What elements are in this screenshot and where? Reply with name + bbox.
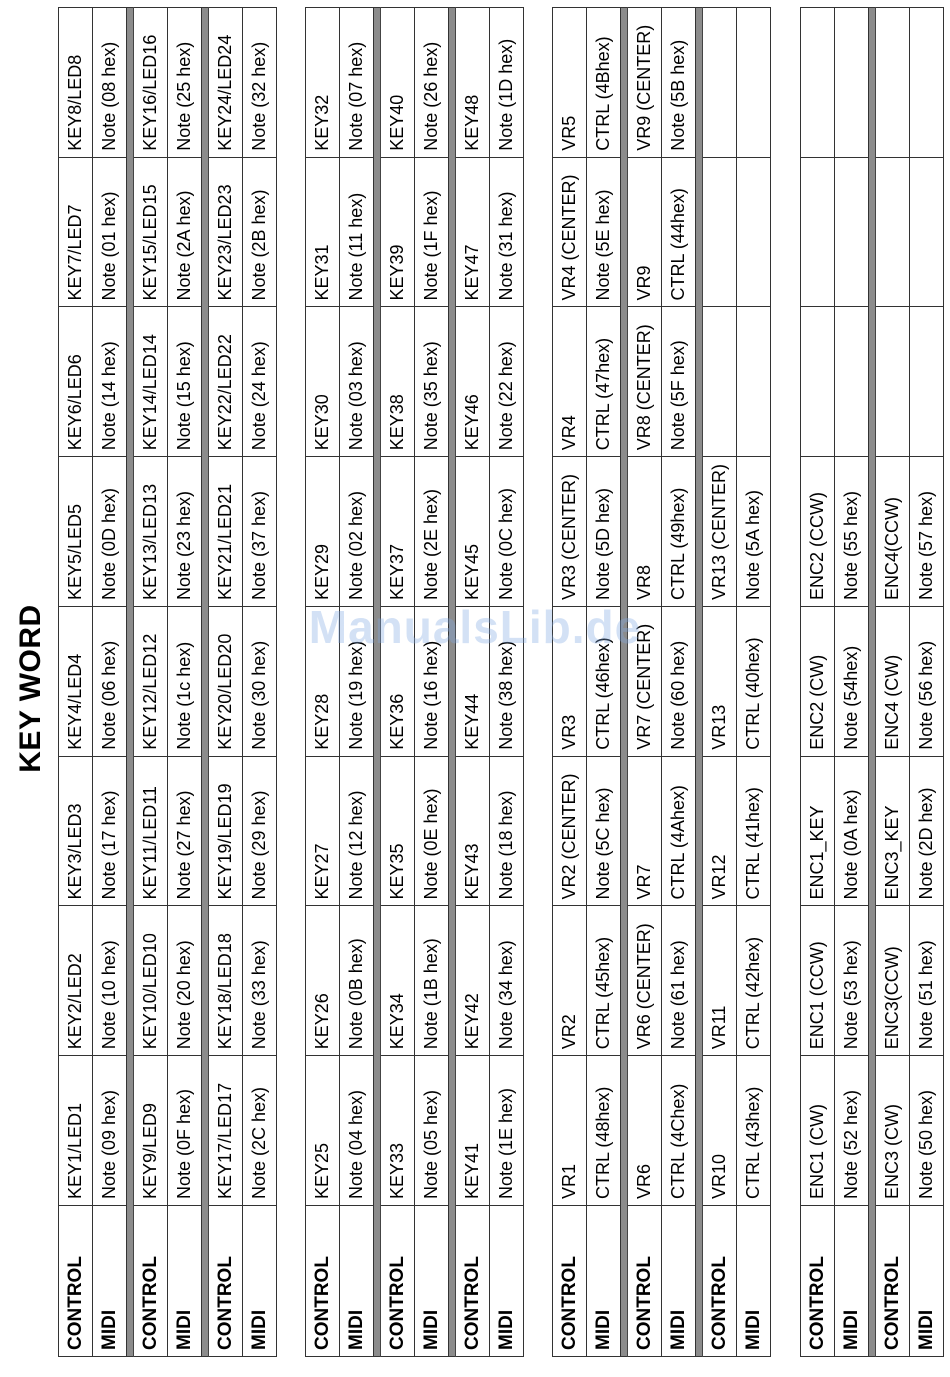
control-cell: KEY2/LED2 <box>59 906 93 1056</box>
control-cell: VR2 (CENTER) <box>553 756 587 906</box>
control-cell: KEY21/LED21 <box>209 457 243 607</box>
row-separator <box>449 8 456 1357</box>
midi-cell: Note (11 hex) <box>340 157 374 307</box>
control-cell: VR5 <box>553 8 587 158</box>
control-cell: KEY19/LED19 <box>209 756 243 906</box>
control-cell <box>703 8 737 158</box>
control-cell: KEY18/LED18 <box>209 906 243 1056</box>
midi-cell: CTRL (4Chex) <box>662 1056 696 1206</box>
midi-cell: Note (1D hex) <box>490 8 524 158</box>
midi-label: MIDI <box>168 1206 202 1357</box>
control-row <box>703 8 737 1357</box>
control-cell: KEY48 <box>456 8 490 158</box>
key-table-2 <box>305 7 524 1357</box>
midi-label: MIDI <box>662 1206 696 1357</box>
midi-cell: Note (2C hex) <box>243 1056 277 1206</box>
midi-row <box>490 8 524 1357</box>
control-cell: KEY35 <box>381 756 415 906</box>
control-cell: VR6 (CENTER) <box>628 906 662 1056</box>
midi-cell <box>835 307 869 457</box>
midi-cell: Note (25 hex) <box>168 8 202 158</box>
midi-row <box>910 8 944 1357</box>
midi-cell: Note (07 hex) <box>340 8 374 158</box>
control-cell: KEY9/LED9 <box>134 1056 168 1206</box>
midi-cell: Note (1B hex) <box>415 906 449 1056</box>
control-cell: VR4 (CENTER) <box>553 157 587 307</box>
control-row <box>306 8 340 1357</box>
separator-cell <box>127 8 134 1357</box>
control-row <box>134 8 168 1357</box>
control-cell: VR13 <box>703 607 737 757</box>
midi-cell: CTRL (43hex) <box>737 1056 771 1206</box>
midi-cell: CTRL (40hex) <box>737 607 771 757</box>
control-cell: KEY25 <box>306 1056 340 1206</box>
control-cell: VR8 (CENTER) <box>628 307 662 457</box>
midi-cell: Note (12 hex) <box>340 756 374 906</box>
control-cell: VR13 (CENTER) <box>703 457 737 607</box>
control-cell: KEY29 <box>306 457 340 607</box>
control-cell: KEY12/LED12 <box>134 607 168 757</box>
midi-cell: Note (08 hex) <box>93 8 127 158</box>
midi-cell: Note (0A hex) <box>835 756 869 906</box>
midi-cell: Note (61 hex) <box>662 906 696 1056</box>
midi-cell: Note (5E hex) <box>587 157 621 307</box>
midi-label: MIDI <box>490 1206 524 1357</box>
midi-cell: Note (15 hex) <box>168 307 202 457</box>
control-cell <box>876 157 910 307</box>
control-cell: VR6 <box>628 1056 662 1206</box>
midi-cell: Note (0D hex) <box>93 457 127 607</box>
midi-cell: Note (1E hex) <box>490 1056 524 1206</box>
midi-cell: Note (5F hex) <box>662 307 696 457</box>
midi-cell: Note (50 hex) <box>910 1056 944 1206</box>
midi-cell: Note (60 hex) <box>662 607 696 757</box>
midi-cell: CTRL (41hex) <box>737 756 771 906</box>
midi-label: MIDI <box>910 1206 944 1357</box>
control-label: CONTROL <box>59 1206 93 1357</box>
control-cell: KEY14/LED14 <box>134 307 168 457</box>
control-cell: KEY47 <box>456 157 490 307</box>
control-cell: KEY33 <box>381 1056 415 1206</box>
row-separator <box>127 8 134 1357</box>
midi-cell: Note (16 hex) <box>415 607 449 757</box>
control-cell: VR9 <box>628 157 662 307</box>
midi-cell: Note (30 hex) <box>243 607 277 757</box>
control-cell: KEY42 <box>456 906 490 1056</box>
control-cell: KEY31 <box>306 157 340 307</box>
control-cell: KEY26 <box>306 906 340 1056</box>
control-cell: KEY22/LED22 <box>209 307 243 457</box>
control-cell: KEY43 <box>456 756 490 906</box>
control-label: CONTROL <box>628 1206 662 1357</box>
control-cell: KEY40 <box>381 8 415 158</box>
control-cell: KEY38 <box>381 307 415 457</box>
midi-cell: Note (22 hex) <box>490 307 524 457</box>
control-label: CONTROL <box>553 1206 587 1357</box>
control-label: CONTROL <box>703 1206 737 1357</box>
midi-row <box>737 8 771 1357</box>
midi-cell: Note (2D hex) <box>910 756 944 906</box>
control-cell: VR12 <box>703 756 737 906</box>
midi-cell: Note (38 hex) <box>490 607 524 757</box>
midi-cell: Note (31 hex) <box>490 157 524 307</box>
midi-cell: Note (5C hex) <box>587 756 621 906</box>
control-label: CONTROL <box>381 1206 415 1357</box>
midi-cell: Note (5D hex) <box>587 457 621 607</box>
midi-cell: Note (14 hex) <box>93 307 127 457</box>
midi-cell: Note (2A hex) <box>168 157 202 307</box>
midi-cell: Note (1c hex) <box>168 607 202 757</box>
midi-cell: Note (57 hex) <box>910 457 944 607</box>
control-cell: VR11 <box>703 906 737 1056</box>
midi-cell: CTRL (46hex) <box>587 607 621 757</box>
control-cell: VR9 (CENTER) <box>628 8 662 158</box>
midi-cell <box>835 157 869 307</box>
row-separator <box>869 8 876 1357</box>
midi-cell: Note (06 hex) <box>93 607 127 757</box>
midi-cell: Note (04 hex) <box>340 1056 374 1206</box>
control-cell: VR8 <box>628 457 662 607</box>
midi-cell: Note (19 hex) <box>340 607 374 757</box>
separator-cell <box>202 8 209 1357</box>
row-separator <box>621 8 628 1357</box>
row-separator <box>202 8 209 1357</box>
control-cell <box>876 307 910 457</box>
control-cell <box>876 8 910 158</box>
midi-cell <box>910 157 944 307</box>
control-cell: KEY13/LED13 <box>134 457 168 607</box>
midi-cell: Note (18 hex) <box>490 756 524 906</box>
control-cell: VR7 (CENTER) <box>628 607 662 757</box>
control-cell: KEY41 <box>456 1056 490 1206</box>
control-cell: ENC1 (CCW) <box>801 906 835 1056</box>
midi-label: MIDI <box>587 1206 621 1357</box>
midi-cell: Note (5A hex) <box>737 457 771 607</box>
midi-cell: Note (27 hex) <box>168 756 202 906</box>
midi-cell: Note (1F hex) <box>415 157 449 307</box>
watermark: ManualsLib.de <box>308 601 642 653</box>
control-row <box>876 8 910 1357</box>
control-label: CONTROL <box>209 1206 243 1357</box>
row-separator <box>374 8 381 1357</box>
control-cell: ENC3(CCW) <box>876 906 910 1056</box>
midi-cell: CTRL (45hex) <box>587 906 621 1056</box>
control-cell: KEY15/LED15 <box>134 157 168 307</box>
control-cell <box>801 157 835 307</box>
midi-cell: Note (51 hex) <box>910 906 944 1056</box>
control-cell: KEY27 <box>306 756 340 906</box>
midi-cell: Note (55 hex) <box>835 457 869 607</box>
control-cell: KEY28 <box>306 607 340 757</box>
midi-cell: Note (56 hex) <box>910 607 944 757</box>
midi-cell: Note (10 hex) <box>93 906 127 1056</box>
control-cell: KEY4/LED4 <box>59 607 93 757</box>
control-row <box>381 8 415 1357</box>
midi-row <box>340 8 374 1357</box>
control-cell: ENC2 (CW) <box>801 607 835 757</box>
row-separator <box>696 8 703 1357</box>
separator-cell <box>449 8 456 1357</box>
control-cell: KEY32 <box>306 8 340 158</box>
midi-cell: CTRL (42hex) <box>737 906 771 1056</box>
separator-cell <box>374 8 381 1357</box>
midi-cell: CTRL (4Bhex) <box>587 8 621 158</box>
midi-label: MIDI <box>340 1206 374 1357</box>
midi-cell: CTRL (4Ahex) <box>662 756 696 906</box>
midi-cell: Note (33 hex) <box>243 906 277 1056</box>
control-row <box>456 8 490 1357</box>
control-cell: KEY44 <box>456 607 490 757</box>
control-cell: VR7 <box>628 756 662 906</box>
control-cell: KEY36 <box>381 607 415 757</box>
key-table-4 <box>800 7 944 1357</box>
control-label: CONTROL <box>876 1206 910 1357</box>
midi-cell: CTRL (49hex) <box>662 457 696 607</box>
midi-row <box>415 8 449 1357</box>
control-cell: ENC3 (CW) <box>876 1056 910 1206</box>
control-cell <box>703 307 737 457</box>
control-cell: KEY3/LED3 <box>59 756 93 906</box>
control-cell: KEY37 <box>381 457 415 607</box>
midi-cell <box>737 307 771 457</box>
midi-row <box>587 8 621 1357</box>
separator-cell <box>869 8 876 1357</box>
midi-cell: Note (53 hex) <box>835 906 869 1056</box>
separator-cell <box>621 8 628 1357</box>
control-cell <box>703 157 737 307</box>
midi-cell: Note (24 hex) <box>243 307 277 457</box>
key-table-1 <box>58 7 277 1357</box>
control-cell <box>801 307 835 457</box>
midi-cell: Note (37 hex) <box>243 457 277 607</box>
control-cell: KEY23/LED23 <box>209 157 243 307</box>
control-row <box>209 8 243 1357</box>
control-cell: KEY16/LED16 <box>134 8 168 158</box>
control-cell: KEY5/LED5 <box>59 457 93 607</box>
midi-cell: Note (09 hex) <box>93 1056 127 1206</box>
control-cell: VR3 <box>553 607 587 757</box>
midi-cell <box>737 8 771 158</box>
control-cell <box>801 8 835 158</box>
control-cell: VR10 <box>703 1056 737 1206</box>
control-cell: KEY11/LED11 <box>134 756 168 906</box>
midi-cell: Note (03 hex) <box>340 307 374 457</box>
midi-cell: Note (01 hex) <box>93 157 127 307</box>
control-row <box>553 8 587 1357</box>
control-cell: ENC3_KEY <box>876 756 910 906</box>
midi-cell: Note (2E hex) <box>415 457 449 607</box>
midi-label: MIDI <box>243 1206 277 1357</box>
midi-label: MIDI <box>835 1206 869 1357</box>
midi-cell: Note (26 hex) <box>415 8 449 158</box>
midi-cell: Note (20 hex) <box>168 906 202 1056</box>
control-cell: KEY46 <box>456 307 490 457</box>
midi-cell: Note (52 hex) <box>835 1056 869 1206</box>
control-cell: KEY30 <box>306 307 340 457</box>
control-cell: KEY20/LED20 <box>209 607 243 757</box>
control-cell: VR3 (CENTER) <box>553 457 587 607</box>
control-cell: VR1 <box>553 1056 587 1206</box>
midi-cell: Note (2B hex) <box>243 157 277 307</box>
control-cell: KEY34 <box>381 906 415 1056</box>
control-cell: KEY1/LED1 <box>59 1056 93 1206</box>
midi-cell: Note (29 hex) <box>243 756 277 906</box>
midi-cell: Note (17 hex) <box>93 756 127 906</box>
midi-cell: Note (0E hex) <box>415 756 449 906</box>
separator-cell <box>696 8 703 1357</box>
control-cell: KEY6/LED6 <box>59 307 93 457</box>
midi-cell: Note (23 hex) <box>168 457 202 607</box>
midi-cell <box>910 307 944 457</box>
midi-cell: Note (0B hex) <box>340 906 374 1056</box>
page-title: KEY WORD <box>14 604 47 773</box>
control-cell: ENC1_KEY <box>801 756 835 906</box>
midi-cell: Note (02 hex) <box>340 457 374 607</box>
midi-cell <box>910 8 944 158</box>
midi-cell: CTRL (44hex) <box>662 157 696 307</box>
control-cell: KEY7/LED7 <box>59 157 93 307</box>
control-cell: VR2 <box>553 906 587 1056</box>
control-cell: KEY24/LED24 <box>209 8 243 158</box>
midi-row <box>835 8 869 1357</box>
control-cell: ENC1 (CW) <box>801 1056 835 1206</box>
control-row <box>801 8 835 1357</box>
midi-cell: Note (05 hex) <box>415 1056 449 1206</box>
control-label: CONTROL <box>306 1206 340 1357</box>
control-cell: KEY45 <box>456 457 490 607</box>
control-cell: KEY17/LED17 <box>209 1056 243 1206</box>
control-cell: ENC4 (CW) <box>876 607 910 757</box>
control-cell: KEY10/LED10 <box>134 906 168 1056</box>
midi-cell: Note (5B hex) <box>662 8 696 158</box>
midi-row <box>662 8 696 1357</box>
midi-cell: CTRL (47hex) <box>587 307 621 457</box>
midi-label: MIDI <box>415 1206 449 1357</box>
control-cell: VR4 <box>553 307 587 457</box>
control-row <box>59 8 93 1357</box>
midi-cell: Note (0C hex) <box>490 457 524 607</box>
control-label: CONTROL <box>456 1206 490 1357</box>
midi-label: MIDI <box>737 1206 771 1357</box>
midi-label: MIDI <box>93 1206 127 1357</box>
midi-cell: Note (35 hex) <box>415 307 449 457</box>
control-row <box>628 8 662 1357</box>
control-cell: KEY8/LED8 <box>59 8 93 158</box>
midi-row <box>243 8 277 1357</box>
key-table-3 <box>552 7 771 1357</box>
control-cell: ENC4(CCW) <box>876 457 910 607</box>
midi-cell: Note (54hex) <box>835 607 869 757</box>
midi-cell: Note (32 hex) <box>243 8 277 158</box>
control-label: CONTROL <box>134 1206 168 1357</box>
midi-cell: CTRL (48hex) <box>587 1056 621 1206</box>
control-cell: ENC2 (CCW) <box>801 457 835 607</box>
midi-cell: Note (0F hex) <box>168 1056 202 1206</box>
midi-row <box>168 8 202 1357</box>
midi-cell: Note (34 hex) <box>490 906 524 1056</box>
midi-cell <box>737 157 771 307</box>
control-cell: KEY39 <box>381 157 415 307</box>
control-label: CONTROL <box>801 1206 835 1357</box>
midi-row <box>93 8 127 1357</box>
midi-cell <box>835 8 869 158</box>
